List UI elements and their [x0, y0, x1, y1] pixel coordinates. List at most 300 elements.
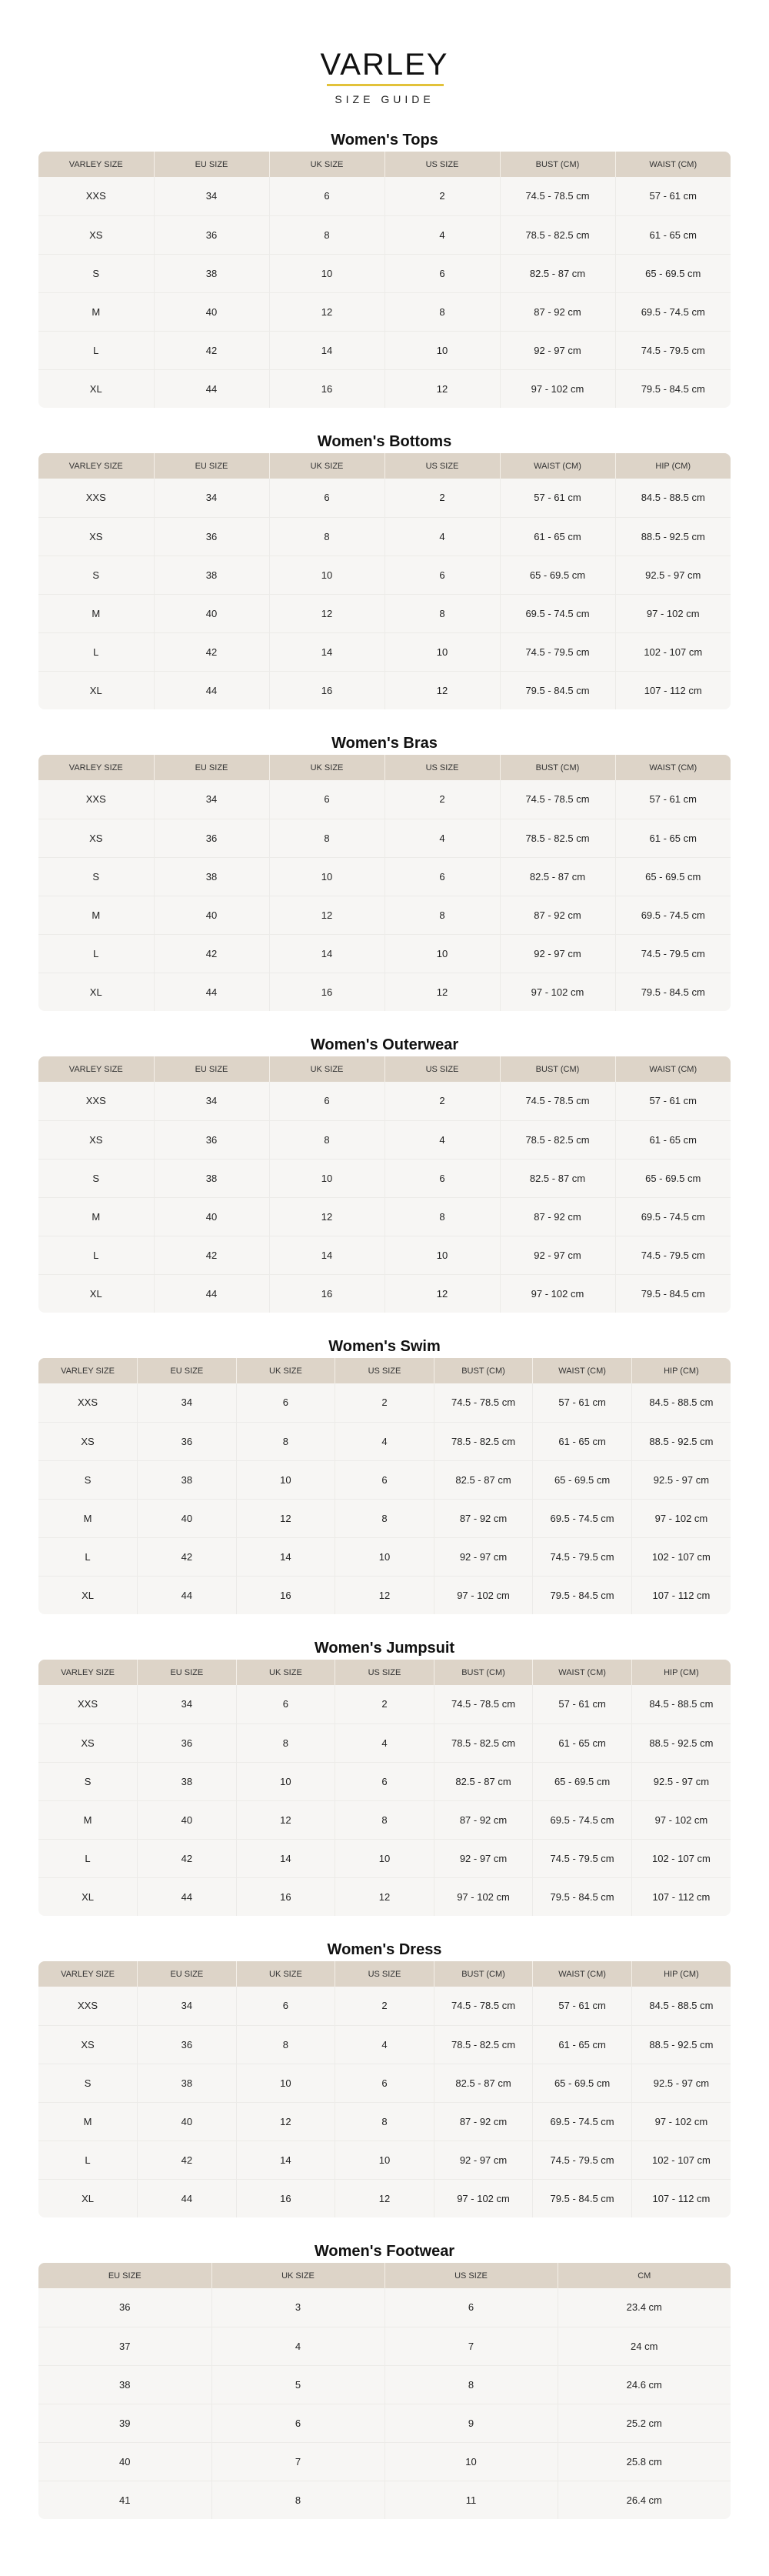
table-cell: 16	[236, 1576, 335, 1614]
table-cell: 12	[335, 1877, 434, 1916]
section-title: Women's Bottoms	[317, 433, 452, 450]
column-header: US SIZE	[384, 1056, 500, 1082]
table-row	[38, 896, 731, 934]
table-cell: 74.5 - 79.5 cm	[500, 632, 615, 671]
table-row	[38, 2141, 731, 2179]
table-cell: 84.5 - 88.5 cm	[649, 1396, 714, 1409]
table-cell: M	[38, 896, 154, 934]
table-cell: 97 - 102 cm	[631, 1800, 731, 1839]
table-cell: 78.5 - 82.5 cm	[500, 1120, 615, 1159]
table-cell: 65 - 69.5 cm	[615, 857, 731, 896]
table-cell: 78.5 - 82.5 cm	[500, 819, 615, 857]
table-header-row	[38, 1961, 731, 1987]
table-cell: 8	[384, 1197, 500, 1236]
table-row	[38, 1274, 731, 1313]
table-cell: 10	[384, 331, 500, 369]
table-cell: 14	[269, 632, 384, 671]
table-cell: 65 - 69.5 cm	[533, 1460, 632, 1499]
table-cell: S	[38, 1159, 154, 1197]
table-cell: 40	[154, 1197, 269, 1236]
size-table-card	[38, 453, 731, 709]
table-header-row	[38, 1660, 731, 1685]
size-guide-sections	[0, 115, 769, 2528]
column-header: WAIST (CM)	[500, 453, 615, 479]
table-cell: 8	[384, 2365, 558, 2404]
table-cell: XL	[38, 2179, 138, 2217]
table-row	[38, 780, 731, 819]
table-cell: 74.5 - 78.5 cm	[434, 1383, 533, 1422]
table-cell: M	[38, 292, 154, 331]
table-cell: 14	[269, 331, 384, 369]
table-cell: 4	[384, 215, 500, 254]
table-cell: 74.5 - 78.5 cm	[434, 1987, 533, 2025]
table-cell: 42	[138, 1537, 237, 1576]
column-header: WAIST (CM)	[533, 1660, 632, 1685]
table-cell: XXS	[38, 1987, 138, 2025]
table-cell: 92 - 97 cm	[500, 1236, 615, 1274]
table-row	[38, 2404, 731, 2442]
table-cell: 87 - 92 cm	[434, 1499, 533, 1537]
table-cell: 57 - 61 cm	[533, 1685, 632, 1723]
section-title: Women's Bras	[331, 735, 438, 752]
table-cell: 97 - 102 cm	[631, 1499, 731, 1537]
table-cell: 16	[236, 2179, 335, 2217]
table-cell: 23.4 cm	[626, 2301, 662, 2314]
table-cell: 38	[138, 2064, 237, 2102]
table-cell: 4	[384, 1120, 500, 1159]
table-row	[38, 2442, 731, 2481]
table-cell: 69.5 - 74.5 cm	[615, 1197, 731, 1236]
column-header: EU SIZE	[154, 755, 269, 780]
table-cell: XS	[38, 2025, 138, 2064]
table-header-row	[38, 453, 731, 479]
table-cell: 42	[138, 1839, 237, 1877]
table-cell: 36	[138, 2025, 237, 2064]
table-cell: 10	[335, 1839, 434, 1877]
column-header: VARLEY SIZE	[38, 453, 154, 479]
table-cell: 84.5 - 88.5 cm	[649, 1698, 714, 1710]
table-cell: 38	[38, 2365, 211, 2404]
table-cell: 10	[269, 1159, 384, 1197]
table-cell: 79.5 - 84.5 cm	[533, 2179, 632, 2217]
size-section-women-s-jumpsuit	[0, 1623, 769, 1925]
brand-logo: VARLEY	[320, 48, 449, 82]
table-cell: 36	[138, 1723, 237, 1762]
size-table	[38, 152, 731, 408]
table-row	[38, 1723, 731, 1762]
table-header-row	[38, 1358, 731, 1383]
table-row	[38, 857, 731, 896]
table-cell: 57 - 61 cm	[500, 479, 615, 517]
table-cell: 12	[236, 1499, 335, 1537]
table-cell: 88.5 - 92.5 cm	[615, 517, 731, 556]
column-header: UK SIZE	[236, 1660, 335, 1685]
table-cell: 102 - 107 cm	[631, 2141, 731, 2179]
section-spacer	[0, 709, 769, 719]
table-cell: 107 - 112 cm	[615, 671, 731, 709]
table-cell: XXS	[38, 1082, 154, 1120]
column-header: US SIZE	[384, 2263, 558, 2288]
size-table-card	[38, 755, 731, 1011]
table-cell: 6	[269, 780, 384, 819]
table-cell: 8	[269, 1120, 384, 1159]
table-cell: XL	[38, 1274, 154, 1313]
table-cell: 24 cm	[558, 2327, 731, 2365]
table-cell: 12	[384, 973, 500, 1011]
table-cell: 8	[384, 896, 500, 934]
size-table-card	[38, 2263, 731, 2519]
section-spacer	[0, 1011, 769, 1020]
table-cell: 34	[154, 1082, 269, 1120]
size-table	[38, 1358, 731, 1614]
table-cell: L	[38, 1236, 154, 1274]
table-cell: 6	[236, 1987, 335, 2025]
table-cell: 7	[211, 2442, 384, 2481]
column-header: VARLEY SIZE	[38, 1358, 138, 1383]
table-cell: 12	[269, 292, 384, 331]
table-cell: XXS	[38, 479, 154, 517]
table-cell: 8	[335, 1800, 434, 1839]
table-cell: 12	[384, 1274, 500, 1313]
table-cell: 65 - 69.5 cm	[615, 1159, 731, 1197]
column-header: CM	[558, 2263, 731, 2288]
table-cell: 37	[38, 2327, 211, 2365]
table-cell: 14	[269, 934, 384, 973]
table-cell: 9	[384, 2404, 558, 2442]
table-cell: 44	[138, 1877, 237, 1916]
table-cell: XS	[38, 517, 154, 556]
table-header-row	[38, 755, 731, 780]
table-cell: 61 - 65 cm	[615, 819, 731, 857]
table-cell: 57 - 61 cm	[533, 1987, 632, 2025]
table-cell: 2	[384, 479, 500, 517]
table-cell: 42	[154, 632, 269, 671]
table-cell: 6	[269, 479, 384, 517]
table-row	[38, 369, 731, 408]
table-row	[38, 632, 731, 671]
table-cell: 36	[154, 517, 269, 556]
table-cell: XXS	[38, 780, 154, 819]
table-cell: 2	[335, 1383, 434, 1422]
table-cell: 42	[154, 934, 269, 973]
table-cell: 6	[211, 2404, 384, 2442]
table-cell: 8	[335, 2102, 434, 2141]
table-cell: 12	[384, 671, 500, 709]
column-header: HIP (CM)	[631, 1961, 731, 1987]
table-cell: S	[38, 857, 154, 896]
column-header: UK SIZE	[269, 755, 384, 780]
table-cell: 107 - 112 cm	[631, 2179, 731, 2217]
table-cell: 6	[384, 857, 500, 896]
table-cell: 74.5 - 79.5 cm	[615, 331, 731, 369]
table-row	[38, 2365, 731, 2404]
column-header: WAIST (CM)	[533, 1961, 632, 1987]
table-row	[38, 2481, 731, 2519]
size-table-card	[38, 1961, 731, 2217]
table-cell: 36	[154, 1120, 269, 1159]
section-spacer	[0, 1313, 769, 1322]
section-title: Women's Tops	[331, 132, 438, 148]
table-cell: 107 - 112 cm	[631, 1576, 731, 1614]
table-cell: 16	[236, 1877, 335, 1916]
table-cell: XL	[38, 369, 154, 408]
table-cell: 10	[269, 556, 384, 594]
table-cell: 8	[384, 292, 500, 331]
table-cell: 79.5 - 84.5 cm	[615, 1274, 731, 1313]
table-cell: 10	[384, 632, 500, 671]
table-cell: 84.5 - 88.5 cm	[641, 492, 705, 504]
table-cell: 3	[211, 2288, 384, 2327]
table-cell: L	[38, 632, 154, 671]
table-row	[38, 2179, 731, 2217]
column-header: EU SIZE	[138, 1358, 237, 1383]
table-cell: 10	[335, 2141, 434, 2179]
table-cell: 69.5 - 74.5 cm	[533, 2102, 632, 2141]
table-cell: 6	[269, 1082, 384, 1120]
table-cell: 40	[154, 896, 269, 934]
table-cell: 25.2 cm	[558, 2404, 731, 2442]
table-cell: M	[38, 1499, 138, 1537]
table-cell: 69.5 - 74.5 cm	[533, 1800, 632, 1839]
table-cell: 10	[236, 1762, 335, 1800]
column-header: WAIST (CM)	[615, 755, 731, 780]
table-cell: 12	[384, 369, 500, 408]
table-cell: 38	[154, 556, 269, 594]
section-title: Women's Swim	[328, 1338, 441, 1355]
table-cell: 88.5 - 92.5 cm	[631, 2025, 731, 2064]
table-cell: 102 - 107 cm	[631, 1839, 731, 1877]
column-header: VARLEY SIZE	[38, 1056, 154, 1082]
column-header: WAIST (CM)	[533, 1358, 632, 1383]
table-cell: 92.5 - 97 cm	[631, 2064, 731, 2102]
table-cell: 14	[236, 1537, 335, 1576]
table-cell: L	[38, 2141, 138, 2179]
table-cell: 92.5 - 97 cm	[615, 556, 731, 594]
table-cell: 10	[269, 254, 384, 292]
table-cell: XL	[38, 973, 154, 1011]
page-header	[0, 0, 769, 115]
table-cell: 82.5 - 87 cm	[500, 857, 615, 896]
table-row	[38, 215, 731, 254]
table-cell: M	[38, 1197, 154, 1236]
table-cell: 12	[269, 594, 384, 632]
table-cell: 61 - 65 cm	[533, 1723, 632, 1762]
table-cell: 87 - 92 cm	[434, 1800, 533, 1839]
table-cell: 11	[384, 2481, 558, 2519]
table-cell: XXS	[38, 177, 154, 215]
table-cell: 6	[335, 1762, 434, 1800]
table-cell: XS	[38, 1120, 154, 1159]
table-cell: 2	[384, 780, 500, 819]
table-row	[38, 177, 731, 215]
size-section-women-s-bottoms	[0, 417, 769, 719]
table-cell: 12	[236, 1800, 335, 1839]
table-cell: 34	[154, 177, 269, 215]
table-cell: 16	[269, 973, 384, 1011]
table-row	[38, 1460, 731, 1499]
table-cell: 92.5 - 97 cm	[631, 1762, 731, 1800]
table-row	[38, 1685, 731, 1723]
table-row	[38, 2064, 731, 2102]
table-cell: 61 - 65 cm	[500, 517, 615, 556]
table-cell: 65 - 69.5 cm	[500, 556, 615, 594]
table-cell: 44	[154, 671, 269, 709]
table-cell: 78.5 - 82.5 cm	[500, 215, 615, 254]
table-cell: 4	[335, 2025, 434, 2064]
table-row	[38, 292, 731, 331]
table-cell: 12	[269, 1197, 384, 1236]
size-table	[38, 755, 731, 1011]
table-cell: 36	[154, 819, 269, 857]
table-cell: 87 - 92 cm	[500, 1197, 615, 1236]
size-section-women-s-bras	[0, 719, 769, 1020]
column-header: EU SIZE	[154, 453, 269, 479]
size-section-women-s-swim	[0, 1322, 769, 1623]
table-cell: 44	[138, 2179, 237, 2217]
table-cell: 69.5 - 74.5 cm	[615, 292, 731, 331]
column-header: BUST (CM)	[434, 1358, 533, 1383]
table-row	[38, 1762, 731, 1800]
table-cell: 74.5 - 79.5 cm	[615, 934, 731, 973]
table-cell: 12	[236, 2102, 335, 2141]
table-cell: L	[38, 934, 154, 973]
table-cell: 10	[269, 857, 384, 896]
column-header: HIP (CM)	[615, 453, 731, 479]
table-cell: 74.5 - 78.5 cm	[434, 1685, 533, 1723]
table-cell: 92 - 97 cm	[500, 934, 615, 973]
table-row	[38, 254, 731, 292]
column-header: UK SIZE	[269, 1056, 384, 1082]
size-table	[38, 453, 731, 709]
table-row	[38, 1537, 731, 1576]
table-cell: 82.5 - 87 cm	[434, 1460, 533, 1499]
table-cell: 34	[138, 1987, 237, 2025]
table-cell: 61 - 65 cm	[533, 2025, 632, 2064]
column-header: UK SIZE	[269, 453, 384, 479]
section-title: Women's Dress	[327, 1941, 442, 1958]
table-cell: 97 - 102 cm	[500, 973, 615, 1011]
table-cell: 10	[384, 934, 500, 973]
table-cell: 65 - 69.5 cm	[533, 1762, 632, 1800]
table-cell: 74.5 - 78.5 cm	[500, 177, 615, 215]
table-cell: 38	[154, 254, 269, 292]
table-row	[38, 973, 731, 1011]
column-header: EU SIZE	[154, 152, 269, 177]
table-cell: 57 - 61 cm	[649, 1095, 697, 1107]
size-section-women-s-outerwear	[0, 1020, 769, 1322]
table-cell: 6	[236, 1685, 335, 1723]
table-row	[38, 934, 731, 973]
table-cell: 8	[384, 594, 500, 632]
table-row	[38, 1422, 731, 1460]
table-cell: S	[38, 2064, 138, 2102]
table-row	[38, 1236, 731, 1274]
table-cell: 102 - 107 cm	[631, 1537, 731, 1576]
table-cell: 69.5 - 74.5 cm	[615, 896, 731, 934]
column-header: VARLEY SIZE	[38, 755, 154, 780]
table-cell: 26.4 cm	[558, 2481, 731, 2519]
table-cell: 4	[335, 1422, 434, 1460]
table-cell: 24.6 cm	[558, 2365, 731, 2404]
table-cell: 39	[38, 2404, 211, 2442]
column-header: VARLEY SIZE	[38, 1961, 138, 1987]
table-cell: 61 - 65 cm	[533, 1422, 632, 1460]
table-row	[38, 1499, 731, 1537]
table-cell: 42	[138, 2141, 237, 2179]
table-cell: 12	[335, 2179, 434, 2217]
table-cell: 38	[138, 1460, 237, 1499]
size-table-card	[38, 1056, 731, 1313]
table-row	[38, 1082, 731, 1120]
table-cell: 38	[154, 1159, 269, 1197]
table-cell: XL	[38, 671, 154, 709]
column-header: BUST (CM)	[434, 1660, 533, 1685]
table-cell: 36	[138, 1422, 237, 1460]
column-header: WAIST (CM)	[615, 1056, 731, 1082]
table-cell: 16	[269, 1274, 384, 1313]
column-header: EU SIZE	[38, 2263, 211, 2288]
column-header: BUST (CM)	[434, 1961, 533, 1987]
column-header: BUST (CM)	[500, 1056, 615, 1082]
column-header: US SIZE	[335, 1358, 434, 1383]
table-cell: 6	[335, 1460, 434, 1499]
column-header: HIP (CM)	[631, 1660, 731, 1685]
table-cell: 34	[154, 479, 269, 517]
table-cell: 87 - 92 cm	[500, 896, 615, 934]
column-header: EU SIZE	[138, 1660, 237, 1685]
table-cell: 102 - 107 cm	[615, 632, 731, 671]
table-cell: 34	[154, 780, 269, 819]
size-table	[38, 1961, 731, 2217]
table-cell: 38	[138, 1762, 237, 1800]
table-row	[38, 479, 731, 517]
table-cell: 88.5 - 92.5 cm	[631, 1723, 731, 1762]
table-cell: 74.5 - 79.5 cm	[533, 2141, 632, 2179]
table-cell: 69.5 - 74.5 cm	[500, 594, 615, 632]
table-cell: 65 - 69.5 cm	[615, 254, 731, 292]
table-row	[38, 2102, 731, 2141]
table-cell: 97 - 102 cm	[434, 1877, 533, 1916]
table-row	[38, 1120, 731, 1159]
table-cell: 74.5 - 78.5 cm	[500, 1082, 615, 1120]
table-cell: 42	[154, 331, 269, 369]
table-cell: 34	[138, 1383, 237, 1422]
table-cell: 79.5 - 84.5 cm	[533, 1576, 632, 1614]
table-row	[38, 1839, 731, 1877]
table-row	[38, 1576, 731, 1614]
table-cell: 82.5 - 87 cm	[500, 254, 615, 292]
table-cell: 87 - 92 cm	[434, 2102, 533, 2141]
table-cell: 36	[38, 2288, 211, 2327]
table-cell: 79.5 - 84.5 cm	[533, 1877, 632, 1916]
table-cell: 2	[384, 177, 500, 215]
table-cell: 2	[384, 1082, 500, 1120]
table-row	[38, 594, 731, 632]
table-cell: L	[38, 1839, 138, 1877]
table-cell: S	[38, 254, 154, 292]
column-header: HIP (CM)	[631, 1358, 731, 1383]
table-cell: 79.5 - 84.5 cm	[615, 369, 731, 408]
table-cell: 74.5 - 78.5 cm	[500, 780, 615, 819]
table-cell: 40	[154, 292, 269, 331]
table-cell: 8	[269, 517, 384, 556]
table-cell: 10	[236, 1460, 335, 1499]
table-cell: 34	[138, 1685, 237, 1723]
table-cell: 74.5 - 79.5 cm	[533, 1537, 632, 1576]
section-title: Women's Outerwear	[310, 1036, 459, 1053]
table-cell: 78.5 - 82.5 cm	[434, 2025, 533, 2064]
table-cell: 40	[38, 2442, 211, 2481]
